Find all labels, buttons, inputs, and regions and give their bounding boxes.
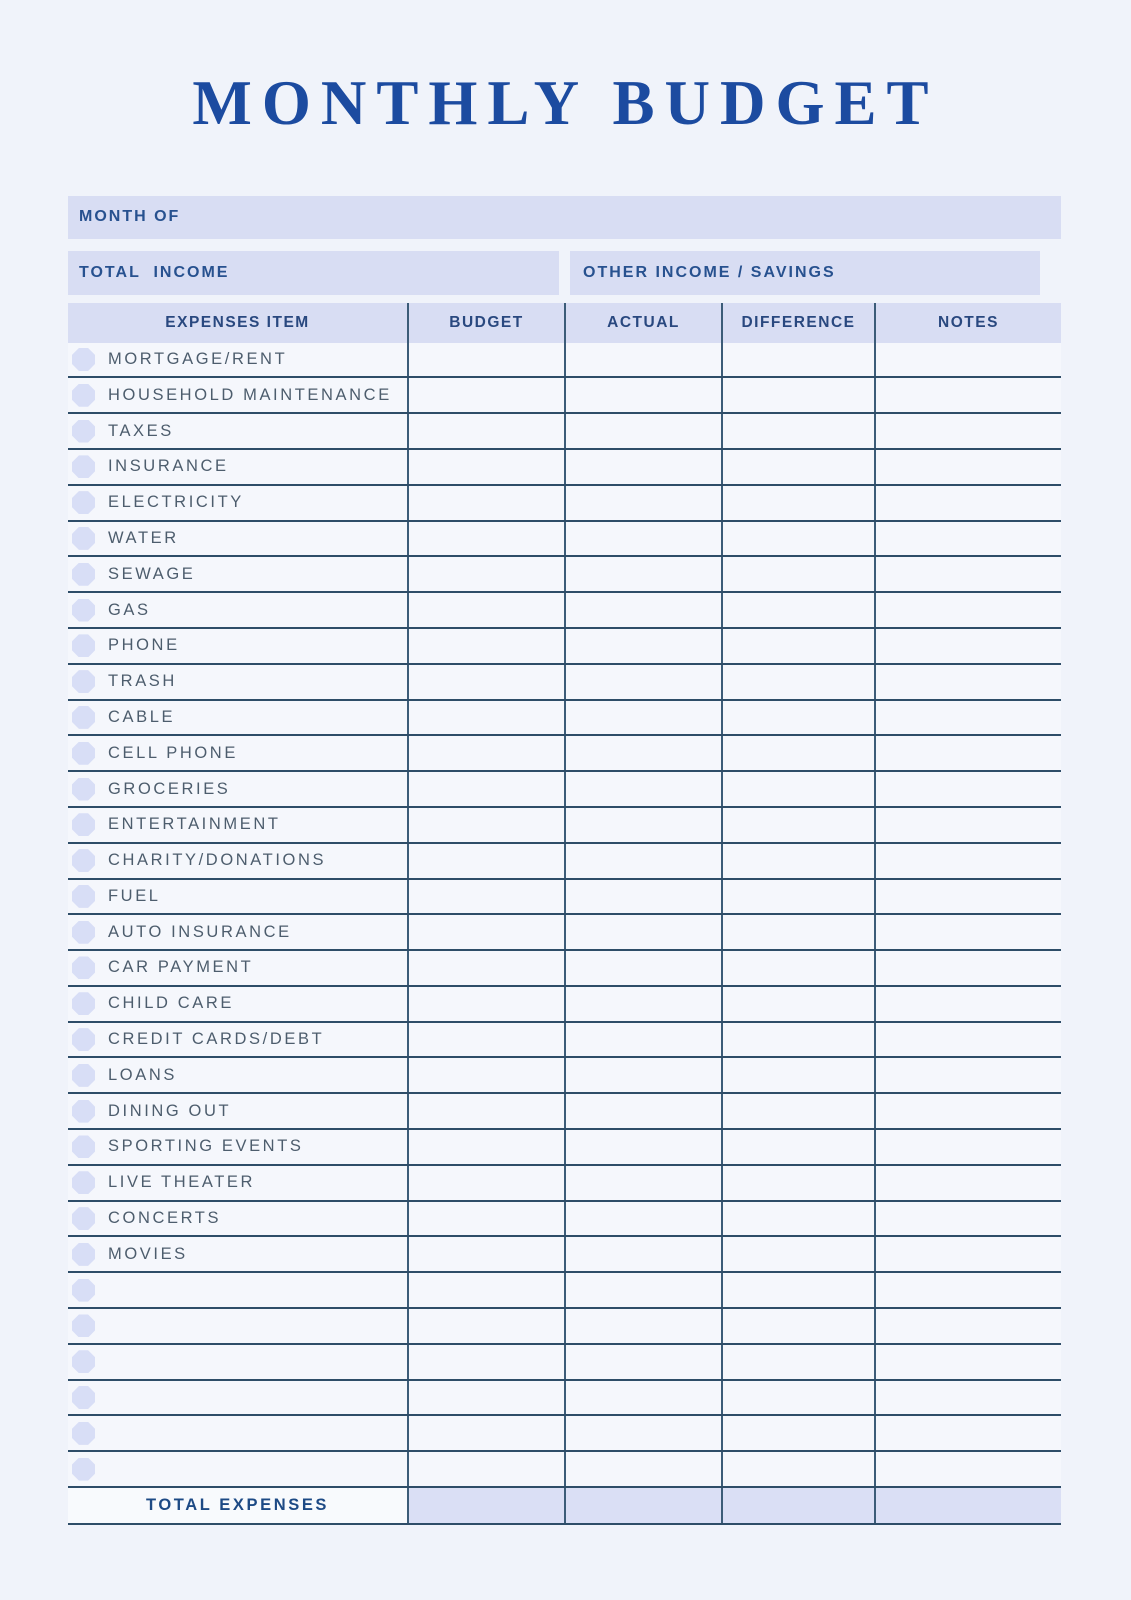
difference-cell[interactable] bbox=[721, 844, 874, 878]
expense-item-cell bbox=[68, 701, 407, 735]
difference-cell[interactable] bbox=[721, 1452, 874, 1486]
budget-cell[interactable] bbox=[407, 665, 564, 699]
difference-cell[interactable] bbox=[721, 522, 874, 556]
actual-cell[interactable] bbox=[564, 1237, 721, 1271]
expense-item-label: HOUSEHOLD MAINTENANCE bbox=[108, 385, 392, 404]
bullet-icon bbox=[72, 813, 95, 836]
expense-item-label: TRASH bbox=[108, 672, 177, 691]
notes-cell[interactable] bbox=[874, 1058, 1061, 1092]
difference-cell[interactable] bbox=[721, 808, 874, 842]
difference-cell[interactable] bbox=[721, 772, 874, 806]
notes-cell[interactable] bbox=[874, 1345, 1061, 1379]
budget-cell[interactable] bbox=[407, 1345, 564, 1379]
notes-cell[interactable] bbox=[874, 1237, 1061, 1271]
expense-item-cell bbox=[68, 593, 407, 627]
expense-item-cell bbox=[68, 1381, 407, 1415]
table-row bbox=[68, 486, 1061, 522]
expense-item-label: MOVIES bbox=[108, 1244, 188, 1263]
expense-item-cell bbox=[68, 1094, 407, 1128]
actual-cell[interactable] bbox=[564, 1202, 721, 1236]
bullet-icon bbox=[72, 634, 95, 657]
budget-cell[interactable] bbox=[407, 808, 564, 842]
table-row bbox=[68, 987, 1061, 1023]
table-row bbox=[68, 772, 1061, 808]
expense-item-label: INSURANCE bbox=[108, 457, 229, 476]
notes-cell[interactable] bbox=[874, 987, 1061, 1021]
actual-cell[interactable] bbox=[564, 1345, 721, 1379]
budget-cell[interactable] bbox=[407, 414, 564, 448]
expenses-table bbox=[68, 303, 1061, 1526]
bullet-icon bbox=[72, 348, 95, 371]
bullet-icon bbox=[72, 563, 95, 586]
expense-item-label: WATER bbox=[108, 528, 179, 547]
difference-cell[interactable] bbox=[721, 1237, 874, 1271]
page-title: MONTHLY BUDGET bbox=[192, 68, 939, 138]
table-row bbox=[68, 844, 1061, 880]
table-row bbox=[68, 915, 1061, 951]
actual-cell[interactable] bbox=[564, 1309, 721, 1343]
expense-item-label: GAS bbox=[108, 600, 151, 619]
table-row bbox=[68, 1381, 1061, 1417]
table-row bbox=[68, 808, 1061, 844]
table-row bbox=[68, 880, 1061, 916]
other-income-savings-label: OTHER INCOME / SAVINGS bbox=[583, 263, 836, 281]
table-row bbox=[68, 557, 1061, 593]
table-row bbox=[68, 1452, 1061, 1488]
bullet-icon bbox=[72, 742, 95, 765]
budget-cell[interactable] bbox=[407, 1416, 564, 1450]
actual-cell[interactable] bbox=[564, 665, 721, 699]
budget-cell[interactable] bbox=[407, 450, 564, 484]
difference-cell[interactable] bbox=[721, 1058, 874, 1092]
bullet-icon bbox=[72, 956, 95, 979]
budget-cell[interactable] bbox=[407, 880, 564, 914]
expense-item-cell bbox=[68, 808, 407, 842]
expense-item-label: SPORTING EVENTS bbox=[108, 1137, 304, 1156]
actual-cell[interactable] bbox=[564, 772, 721, 806]
bullet-icon bbox=[72, 1458, 95, 1481]
budget-cell[interactable] bbox=[407, 987, 564, 1021]
actual-cell[interactable] bbox=[564, 701, 721, 735]
total-actual-cell[interactable] bbox=[564, 1488, 721, 1523]
difference-cell[interactable] bbox=[721, 343, 874, 377]
column-header-notes: NOTES bbox=[874, 303, 1061, 343]
budget-cell[interactable] bbox=[407, 486, 564, 520]
actual-cell[interactable] bbox=[564, 1023, 721, 1057]
bullet-icon bbox=[72, 1064, 95, 1087]
actual-cell[interactable] bbox=[564, 1166, 721, 1200]
budget-cell[interactable] bbox=[407, 557, 564, 591]
notes-cell[interactable] bbox=[874, 557, 1061, 591]
bullet-icon bbox=[72, 778, 95, 801]
expense-item-label: SEWAGE bbox=[108, 564, 196, 583]
expense-item-cell bbox=[68, 557, 407, 591]
budget-cell[interactable] bbox=[407, 1452, 564, 1486]
table-row bbox=[68, 343, 1061, 379]
expense-item-cell bbox=[68, 987, 407, 1021]
notes-cell[interactable] bbox=[874, 1130, 1061, 1164]
bullet-icon bbox=[72, 1422, 95, 1445]
table-row bbox=[68, 701, 1061, 737]
budget-cell[interactable] bbox=[407, 1381, 564, 1415]
actual-cell[interactable] bbox=[564, 593, 721, 627]
table-row bbox=[68, 1058, 1061, 1094]
expense-item-cell bbox=[68, 1058, 407, 1092]
notes-cell[interactable] bbox=[874, 1416, 1061, 1450]
expense-item-cell bbox=[68, 378, 407, 412]
budget-cell[interactable] bbox=[407, 343, 564, 377]
notes-cell[interactable] bbox=[874, 1094, 1061, 1128]
budget-cell[interactable] bbox=[407, 701, 564, 735]
actual-cell[interactable] bbox=[564, 629, 721, 663]
bullet-icon bbox=[72, 885, 95, 908]
month-of-field[interactable] bbox=[68, 196, 1061, 239]
difference-cell[interactable] bbox=[721, 1094, 874, 1128]
total-budget-cell[interactable] bbox=[407, 1488, 564, 1523]
budget-cell[interactable] bbox=[407, 1023, 564, 1057]
bullet-icon bbox=[72, 706, 95, 729]
actual-cell[interactable] bbox=[564, 1094, 721, 1128]
difference-cell[interactable] bbox=[721, 1381, 874, 1415]
bullet-icon bbox=[72, 384, 95, 407]
actual-cell[interactable] bbox=[564, 951, 721, 985]
expense-item-cell bbox=[68, 1273, 407, 1307]
expense-item-cell bbox=[68, 772, 407, 806]
actual-cell[interactable] bbox=[564, 844, 721, 878]
table-row bbox=[68, 1023, 1061, 1059]
total-expenses-label: TOTAL EXPENSES bbox=[68, 1488, 407, 1523]
notes-cell[interactable] bbox=[874, 522, 1061, 556]
table-header-row bbox=[68, 303, 1061, 343]
difference-cell[interactable] bbox=[721, 378, 874, 412]
notes-cell[interactable] bbox=[874, 486, 1061, 520]
expense-item-label: CHILD CARE bbox=[108, 994, 234, 1013]
column-header-expenses-item: EXPENSES ITEM bbox=[165, 313, 310, 331]
expense-item-cell bbox=[68, 1023, 407, 1057]
expense-item-label: CELL PHONE bbox=[108, 743, 238, 762]
actual-cell[interactable] bbox=[564, 378, 721, 412]
table-row bbox=[68, 1094, 1061, 1130]
budget-cell[interactable] bbox=[407, 915, 564, 949]
table-row bbox=[68, 593, 1061, 629]
bullet-icon bbox=[72, 1171, 95, 1194]
expense-item-label: LOANS bbox=[108, 1065, 177, 1084]
notes-cell[interactable] bbox=[874, 844, 1061, 878]
total-expenses-row bbox=[68, 1488, 1061, 1525]
bullet-icon bbox=[72, 599, 95, 622]
bullet-icon bbox=[72, 527, 95, 550]
expense-item-label: MORTGAGE/RENT bbox=[108, 349, 288, 368]
actual-cell[interactable] bbox=[564, 915, 721, 949]
actual-cell[interactable] bbox=[564, 808, 721, 842]
budget-cell[interactable] bbox=[407, 1130, 564, 1164]
bullet-icon bbox=[72, 921, 95, 944]
income-section bbox=[68, 251, 1061, 295]
expense-item-cell bbox=[68, 1345, 407, 1379]
notes-cell[interactable] bbox=[874, 880, 1061, 914]
budget-cell[interactable] bbox=[407, 593, 564, 627]
notes-cell[interactable] bbox=[874, 629, 1061, 663]
notes-cell[interactable] bbox=[874, 1273, 1061, 1307]
budget-cell[interactable] bbox=[407, 522, 564, 556]
bullet-icon bbox=[72, 420, 95, 443]
expense-item-label: TAXES bbox=[108, 421, 174, 440]
difference-cell[interactable] bbox=[721, 701, 874, 735]
expense-item-cell bbox=[68, 844, 407, 878]
difference-cell[interactable] bbox=[721, 1023, 874, 1057]
actual-cell[interactable] bbox=[564, 450, 721, 484]
bullet-icon bbox=[72, 455, 95, 478]
actual-cell[interactable] bbox=[564, 736, 721, 770]
difference-cell[interactable] bbox=[721, 1416, 874, 1450]
budget-cell[interactable] bbox=[407, 1166, 564, 1200]
bullet-icon bbox=[72, 849, 95, 872]
expense-item-cell bbox=[68, 414, 407, 448]
table-row bbox=[68, 522, 1061, 558]
notes-cell[interactable] bbox=[874, 1452, 1061, 1486]
expense-item-cell bbox=[68, 915, 407, 949]
actual-cell[interactable] bbox=[564, 880, 721, 914]
notes-cell[interactable] bbox=[874, 808, 1061, 842]
expense-item-cell bbox=[68, 522, 407, 556]
budget-cell[interactable] bbox=[407, 1273, 564, 1307]
table-row bbox=[68, 378, 1061, 414]
table-row bbox=[68, 1309, 1061, 1345]
difference-cell[interactable] bbox=[721, 951, 874, 985]
bullet-icon bbox=[72, 491, 95, 514]
expense-item-label: CREDIT CARDS/DEBT bbox=[108, 1030, 325, 1049]
table-row bbox=[68, 1416, 1061, 1452]
expense-item-cell bbox=[68, 450, 407, 484]
notes-cell[interactable] bbox=[874, 1309, 1061, 1343]
table-row bbox=[68, 1130, 1061, 1166]
budget-cell[interactable] bbox=[407, 736, 564, 770]
expense-item-cell bbox=[68, 1309, 407, 1343]
difference-cell[interactable] bbox=[721, 736, 874, 770]
budget-cell[interactable] bbox=[407, 951, 564, 985]
bullet-icon bbox=[72, 1243, 95, 1266]
expense-item-cell bbox=[68, 1166, 407, 1200]
total-difference-cell[interactable] bbox=[721, 1488, 874, 1523]
bullet-icon bbox=[72, 1314, 95, 1337]
budget-cell[interactable] bbox=[407, 1094, 564, 1128]
table-row bbox=[68, 1237, 1061, 1273]
expense-item-label: CAR PAYMENT bbox=[108, 958, 254, 977]
actual-cell[interactable] bbox=[564, 343, 721, 377]
actual-cell[interactable] bbox=[564, 1452, 721, 1486]
expense-item-label: DINING OUT bbox=[108, 1101, 232, 1120]
table-row bbox=[68, 1166, 1061, 1202]
difference-cell[interactable] bbox=[721, 880, 874, 914]
notes-cell[interactable] bbox=[874, 1381, 1061, 1415]
difference-cell[interactable] bbox=[721, 593, 874, 627]
notes-cell[interactable] bbox=[874, 343, 1061, 377]
column-header-budget: BUDGET bbox=[407, 303, 564, 343]
expense-item-cell bbox=[68, 736, 407, 770]
difference-cell[interactable] bbox=[721, 665, 874, 699]
notes-cell[interactable] bbox=[874, 772, 1061, 806]
notes-cell[interactable] bbox=[874, 665, 1061, 699]
total-notes-cell[interactable] bbox=[874, 1488, 1061, 1523]
budget-cell[interactable] bbox=[407, 378, 564, 412]
difference-cell[interactable] bbox=[721, 1345, 874, 1379]
expense-item-cell bbox=[68, 343, 407, 377]
expense-item-label: GROCERIES bbox=[108, 779, 231, 798]
actual-cell[interactable] bbox=[564, 1130, 721, 1164]
expense-item-label: LIVE THEATER bbox=[108, 1173, 256, 1192]
actual-cell[interactable] bbox=[564, 522, 721, 556]
expense-item-cell bbox=[68, 665, 407, 699]
bullet-icon bbox=[72, 1207, 95, 1230]
budget-cell[interactable] bbox=[407, 772, 564, 806]
page-content bbox=[68, 196, 1061, 1526]
difference-cell[interactable] bbox=[721, 629, 874, 663]
month-of-label: MONTH OF bbox=[79, 208, 181, 226]
notes-cell[interactable] bbox=[874, 1166, 1061, 1200]
notes-cell[interactable] bbox=[874, 736, 1061, 770]
expense-item-cell bbox=[68, 1416, 407, 1450]
difference-cell[interactable] bbox=[721, 915, 874, 949]
expense-item-cell bbox=[68, 1202, 407, 1236]
expense-item-label: ENTERTAINMENT bbox=[108, 815, 281, 834]
expense-item-label: FUEL bbox=[108, 886, 161, 905]
column-header-actual: ACTUAL bbox=[564, 303, 721, 343]
notes-cell[interactable] bbox=[874, 701, 1061, 735]
budget-cell[interactable] bbox=[407, 1309, 564, 1343]
expense-item-cell bbox=[68, 1237, 407, 1271]
notes-cell[interactable] bbox=[874, 915, 1061, 949]
expense-item-cell bbox=[68, 629, 407, 663]
expense-item-cell bbox=[68, 486, 407, 520]
actual-cell[interactable] bbox=[564, 486, 721, 520]
expense-item-cell bbox=[68, 951, 407, 985]
expense-item-label: AUTO INSURANCE bbox=[108, 922, 292, 941]
actual-cell[interactable] bbox=[564, 987, 721, 1021]
actual-cell[interactable] bbox=[564, 1381, 721, 1415]
expense-item-cell bbox=[68, 1130, 407, 1164]
total-income-field[interactable] bbox=[68, 251, 559, 295]
table-row bbox=[68, 1273, 1061, 1309]
difference-cell[interactable] bbox=[721, 486, 874, 520]
bullet-icon bbox=[72, 1350, 95, 1373]
total-income-label: TOTAL INCOME bbox=[79, 263, 230, 281]
table-body bbox=[68, 343, 1061, 1489]
bullet-icon bbox=[72, 1100, 95, 1123]
difference-cell[interactable] bbox=[721, 987, 874, 1021]
budget-cell[interactable] bbox=[407, 1237, 564, 1271]
bullet-icon bbox=[72, 1028, 95, 1051]
actual-cell[interactable] bbox=[564, 1058, 721, 1092]
bullet-icon bbox=[72, 670, 95, 693]
difference-cell[interactable] bbox=[721, 450, 874, 484]
table-row bbox=[68, 736, 1061, 772]
expense-item-label: ELECTRICITY bbox=[108, 493, 244, 512]
table-row bbox=[68, 951, 1061, 987]
difference-cell[interactable] bbox=[721, 414, 874, 448]
notes-cell[interactable] bbox=[874, 450, 1061, 484]
bullet-icon bbox=[72, 1386, 95, 1409]
notes-cell[interactable] bbox=[874, 414, 1061, 448]
notes-cell[interactable] bbox=[874, 1023, 1061, 1057]
table-row bbox=[68, 450, 1061, 486]
budget-cell[interactable] bbox=[407, 629, 564, 663]
notes-cell[interactable] bbox=[874, 1202, 1061, 1236]
bullet-icon bbox=[72, 992, 95, 1015]
expense-item-label: PHONE bbox=[108, 636, 180, 655]
difference-cell[interactable] bbox=[721, 1202, 874, 1236]
notes-cell[interactable] bbox=[874, 951, 1061, 985]
table-row bbox=[68, 665, 1061, 701]
budget-cell[interactable] bbox=[407, 1058, 564, 1092]
actual-cell[interactable] bbox=[564, 414, 721, 448]
expense-item-label: CABLE bbox=[108, 707, 176, 726]
bullet-icon bbox=[72, 1279, 95, 1302]
budget-cell[interactable] bbox=[407, 844, 564, 878]
table-row bbox=[68, 629, 1061, 665]
notes-cell[interactable] bbox=[874, 593, 1061, 627]
actual-cell[interactable] bbox=[564, 557, 721, 591]
expense-item-cell bbox=[68, 880, 407, 914]
difference-cell[interactable] bbox=[721, 1130, 874, 1164]
budget-cell[interactable] bbox=[407, 1202, 564, 1236]
bullet-icon bbox=[72, 1135, 95, 1158]
table-row bbox=[68, 1202, 1061, 1238]
difference-cell[interactable] bbox=[721, 1273, 874, 1307]
difference-cell[interactable] bbox=[721, 1166, 874, 1200]
expense-item-cell bbox=[68, 1452, 407, 1486]
table-row bbox=[68, 414, 1061, 450]
expense-item-label: CHARITY/DONATIONS bbox=[108, 851, 327, 870]
difference-cell[interactable] bbox=[721, 1309, 874, 1343]
actual-cell[interactable] bbox=[564, 1273, 721, 1307]
column-header-difference: DIFFERENCE bbox=[721, 303, 874, 343]
table-row bbox=[68, 1345, 1061, 1381]
difference-cell[interactable] bbox=[721, 557, 874, 591]
other-income-savings-field[interactable] bbox=[570, 251, 1040, 295]
expense-item-label: CONCERTS bbox=[108, 1209, 222, 1228]
notes-cell[interactable] bbox=[874, 378, 1061, 412]
actual-cell[interactable] bbox=[564, 1416, 721, 1450]
